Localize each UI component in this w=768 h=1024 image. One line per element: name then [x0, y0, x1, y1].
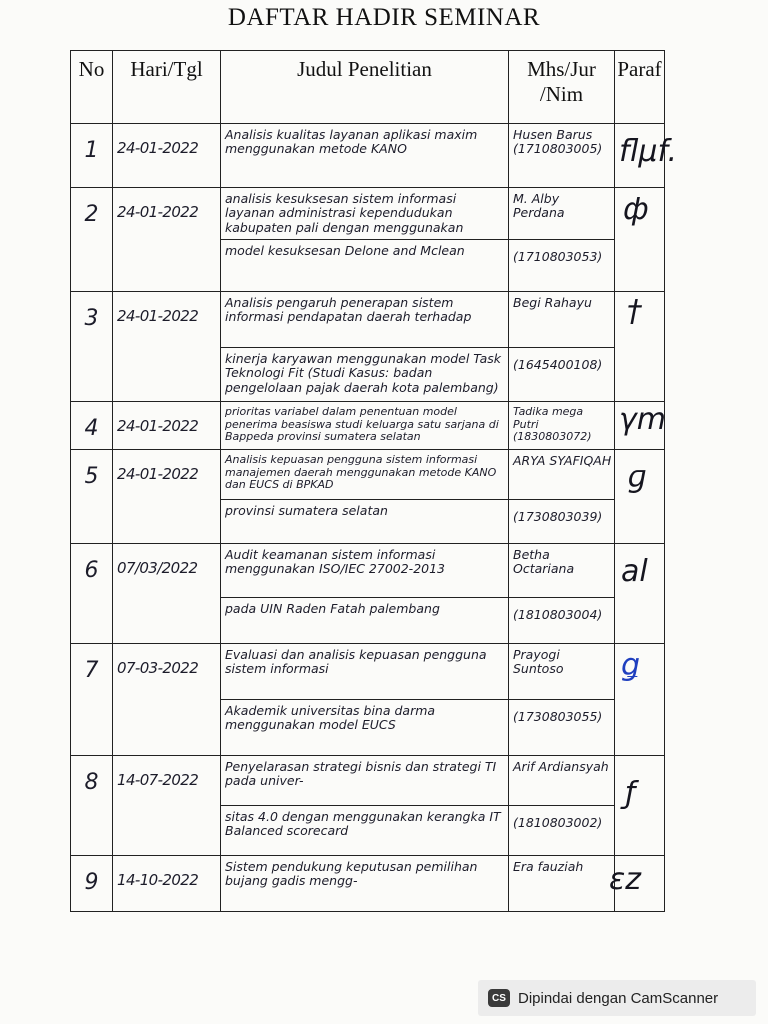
row-paraf: [615, 756, 665, 856]
row-nim: (1830803072): [513, 430, 592, 444]
row-date: 14-07-2022: [113, 756, 221, 856]
row-judul: Analisis kualitas layanan aplikasi maxim menggunakan metode KANO: [221, 124, 509, 188]
signature: ƒ: [625, 776, 636, 811]
row-date: 07/03/2022: [113, 544, 221, 644]
row-nim: (1810803002): [509, 806, 615, 856]
row-no: 4: [71, 402, 113, 450]
signature: ф: [623, 192, 649, 227]
row-mhs-name: Arif Ardiansyah: [509, 756, 615, 806]
page-title: DAFTAR HADIR SEMINAR: [227, 4, 541, 31]
row-judul: Sistem pendukung keputusan pemilihan bujang gadis mengg-: [221, 856, 509, 912]
row-judul-continued: sitas 4.0 dengan menggunakan kerangka IT Balanced scorecard: [221, 806, 509, 856]
row-judul: Audit keamanan sistem informasi menggunakan ISO/IEC 27002-2013: [221, 544, 509, 598]
row-judul: prioritas variabel dalam penentuan model penerima beasiswa studi keluarga satu sarjana di Bappeda provinsi sumatera selatan: [221, 402, 509, 450]
row-judul-continued: model kesuksesan Delone and Mclean: [221, 240, 509, 292]
table-row: [71, 124, 665, 188]
row-date: 24-01-2022: [113, 188, 221, 292]
row-no: 8: [71, 756, 113, 856]
row-paraf: [615, 292, 665, 402]
header-judul: Judul Penelitian: [221, 51, 509, 124]
row-mhs-name: Era fauziah: [509, 856, 615, 912]
row-paraf: [615, 644, 665, 756]
row-mhs: [509, 402, 615, 450]
row-mhs: [509, 124, 615, 188]
row-no: 5: [71, 450, 113, 544]
row-judul: analisis kesuksesan sistem informasi layanan administrasi kependudukan kabupaten pali dengan menggunakan: [221, 188, 509, 240]
camscanner-watermark: [478, 980, 756, 1016]
row-judul: Analisis pengaruh penerapan sistem informasi pendapatan daerah terhadap: [221, 292, 509, 348]
attendance-table: [70, 50, 678, 912]
signature: †: [627, 294, 642, 329]
row-no: 9: [71, 856, 113, 912]
row-judul-continued: provinsi sumatera selatan: [221, 500, 509, 544]
table-row: [71, 544, 665, 598]
signature: γm: [619, 402, 666, 437]
row-date: 24-01-2022: [113, 450, 221, 544]
row-paraf: [615, 188, 665, 292]
row-nim: (1710803053): [509, 240, 615, 292]
signature: al: [621, 554, 648, 589]
row-nim: (1730803039): [509, 500, 615, 544]
header-no: No: [71, 51, 113, 124]
row-paraf: [609, 856, 665, 912]
row-judul-continued: pada UIN Raden Fatah palembang: [221, 598, 509, 644]
row-no: 1: [71, 124, 113, 188]
row-paraf: [615, 124, 678, 188]
row-judul: Penyelarasan strategi bisnis dan strategi TI pada univer-: [221, 756, 509, 806]
header-paraf: Paraf: [615, 51, 665, 124]
header-mhs: Mhs/Jur /Nim: [509, 51, 615, 124]
row-mhs-name: Betha Octariana: [509, 544, 615, 598]
table-row: [71, 450, 665, 500]
row-nim: (1710803005): [513, 141, 603, 157]
signature: ɡ: [627, 460, 647, 495]
row-mhs-name: M. Alby Perdana: [509, 188, 615, 240]
row-judul: Analisis kepuasan pengguna sistem informasi manajemen daerah menggunakan metode KANO dan EUCS di BPKAD: [221, 450, 509, 500]
row-date: 24-01-2022: [113, 124, 221, 188]
row-nim: (1810803004): [509, 598, 615, 644]
table-header-row: [71, 51, 665, 124]
row-date: 24-01-2022: [113, 292, 221, 402]
row-no: 6: [71, 544, 113, 644]
table-row: [71, 292, 665, 348]
table-row: [71, 402, 665, 450]
table-row: [71, 856, 665, 912]
camscanner-text: Dipindai dengan CamScanner: [518, 989, 719, 1007]
row-mhs-name: ARYA SYAFIQAH: [509, 450, 615, 500]
row-mhs-name: Prayogi Suntoso: [509, 644, 615, 700]
table-row: [71, 188, 665, 240]
row-mhs-name: Tadika mega Putri: [513, 405, 584, 431]
row-mhs-name: Husen Barus: [513, 127, 593, 142]
row-mhs-name: Begi Rahayu: [509, 292, 615, 348]
row-nim: (1645400108): [509, 348, 615, 402]
row-date: 24-01-2022: [113, 402, 221, 450]
header-hari-tgl: Hari/Tgl: [113, 51, 221, 124]
signature: ǥ: [621, 648, 641, 683]
row-judul-continued: kinerja karyawan menggunakan model Task Teknologi Fit (Studi Kasus: badan pengelolaan pajak daerah kota palembang): [221, 348, 509, 402]
row-paraf: [615, 402, 665, 450]
signature: εz: [609, 862, 641, 897]
row-no: 2: [71, 188, 113, 292]
row-paraf: [615, 450, 665, 544]
row-judul: Evaluasi dan analisis kepuasan pengguna sistem informasi: [221, 644, 509, 700]
row-no: 3: [71, 292, 113, 402]
row-nim: (1730803055): [509, 700, 615, 756]
row-no: 7: [71, 644, 113, 756]
camscanner-icon: CS: [488, 989, 510, 1007]
row-judul-continued: Akademik universitas bina darma menggunakan model EUCS: [221, 700, 509, 756]
row-date: 07-03-2022: [113, 644, 221, 756]
row-paraf: [615, 544, 665, 644]
table-row: [71, 756, 665, 806]
row-date: 14-10-2022: [113, 856, 221, 912]
table-row: [71, 644, 665, 700]
signature: flμf.: [619, 134, 678, 169]
